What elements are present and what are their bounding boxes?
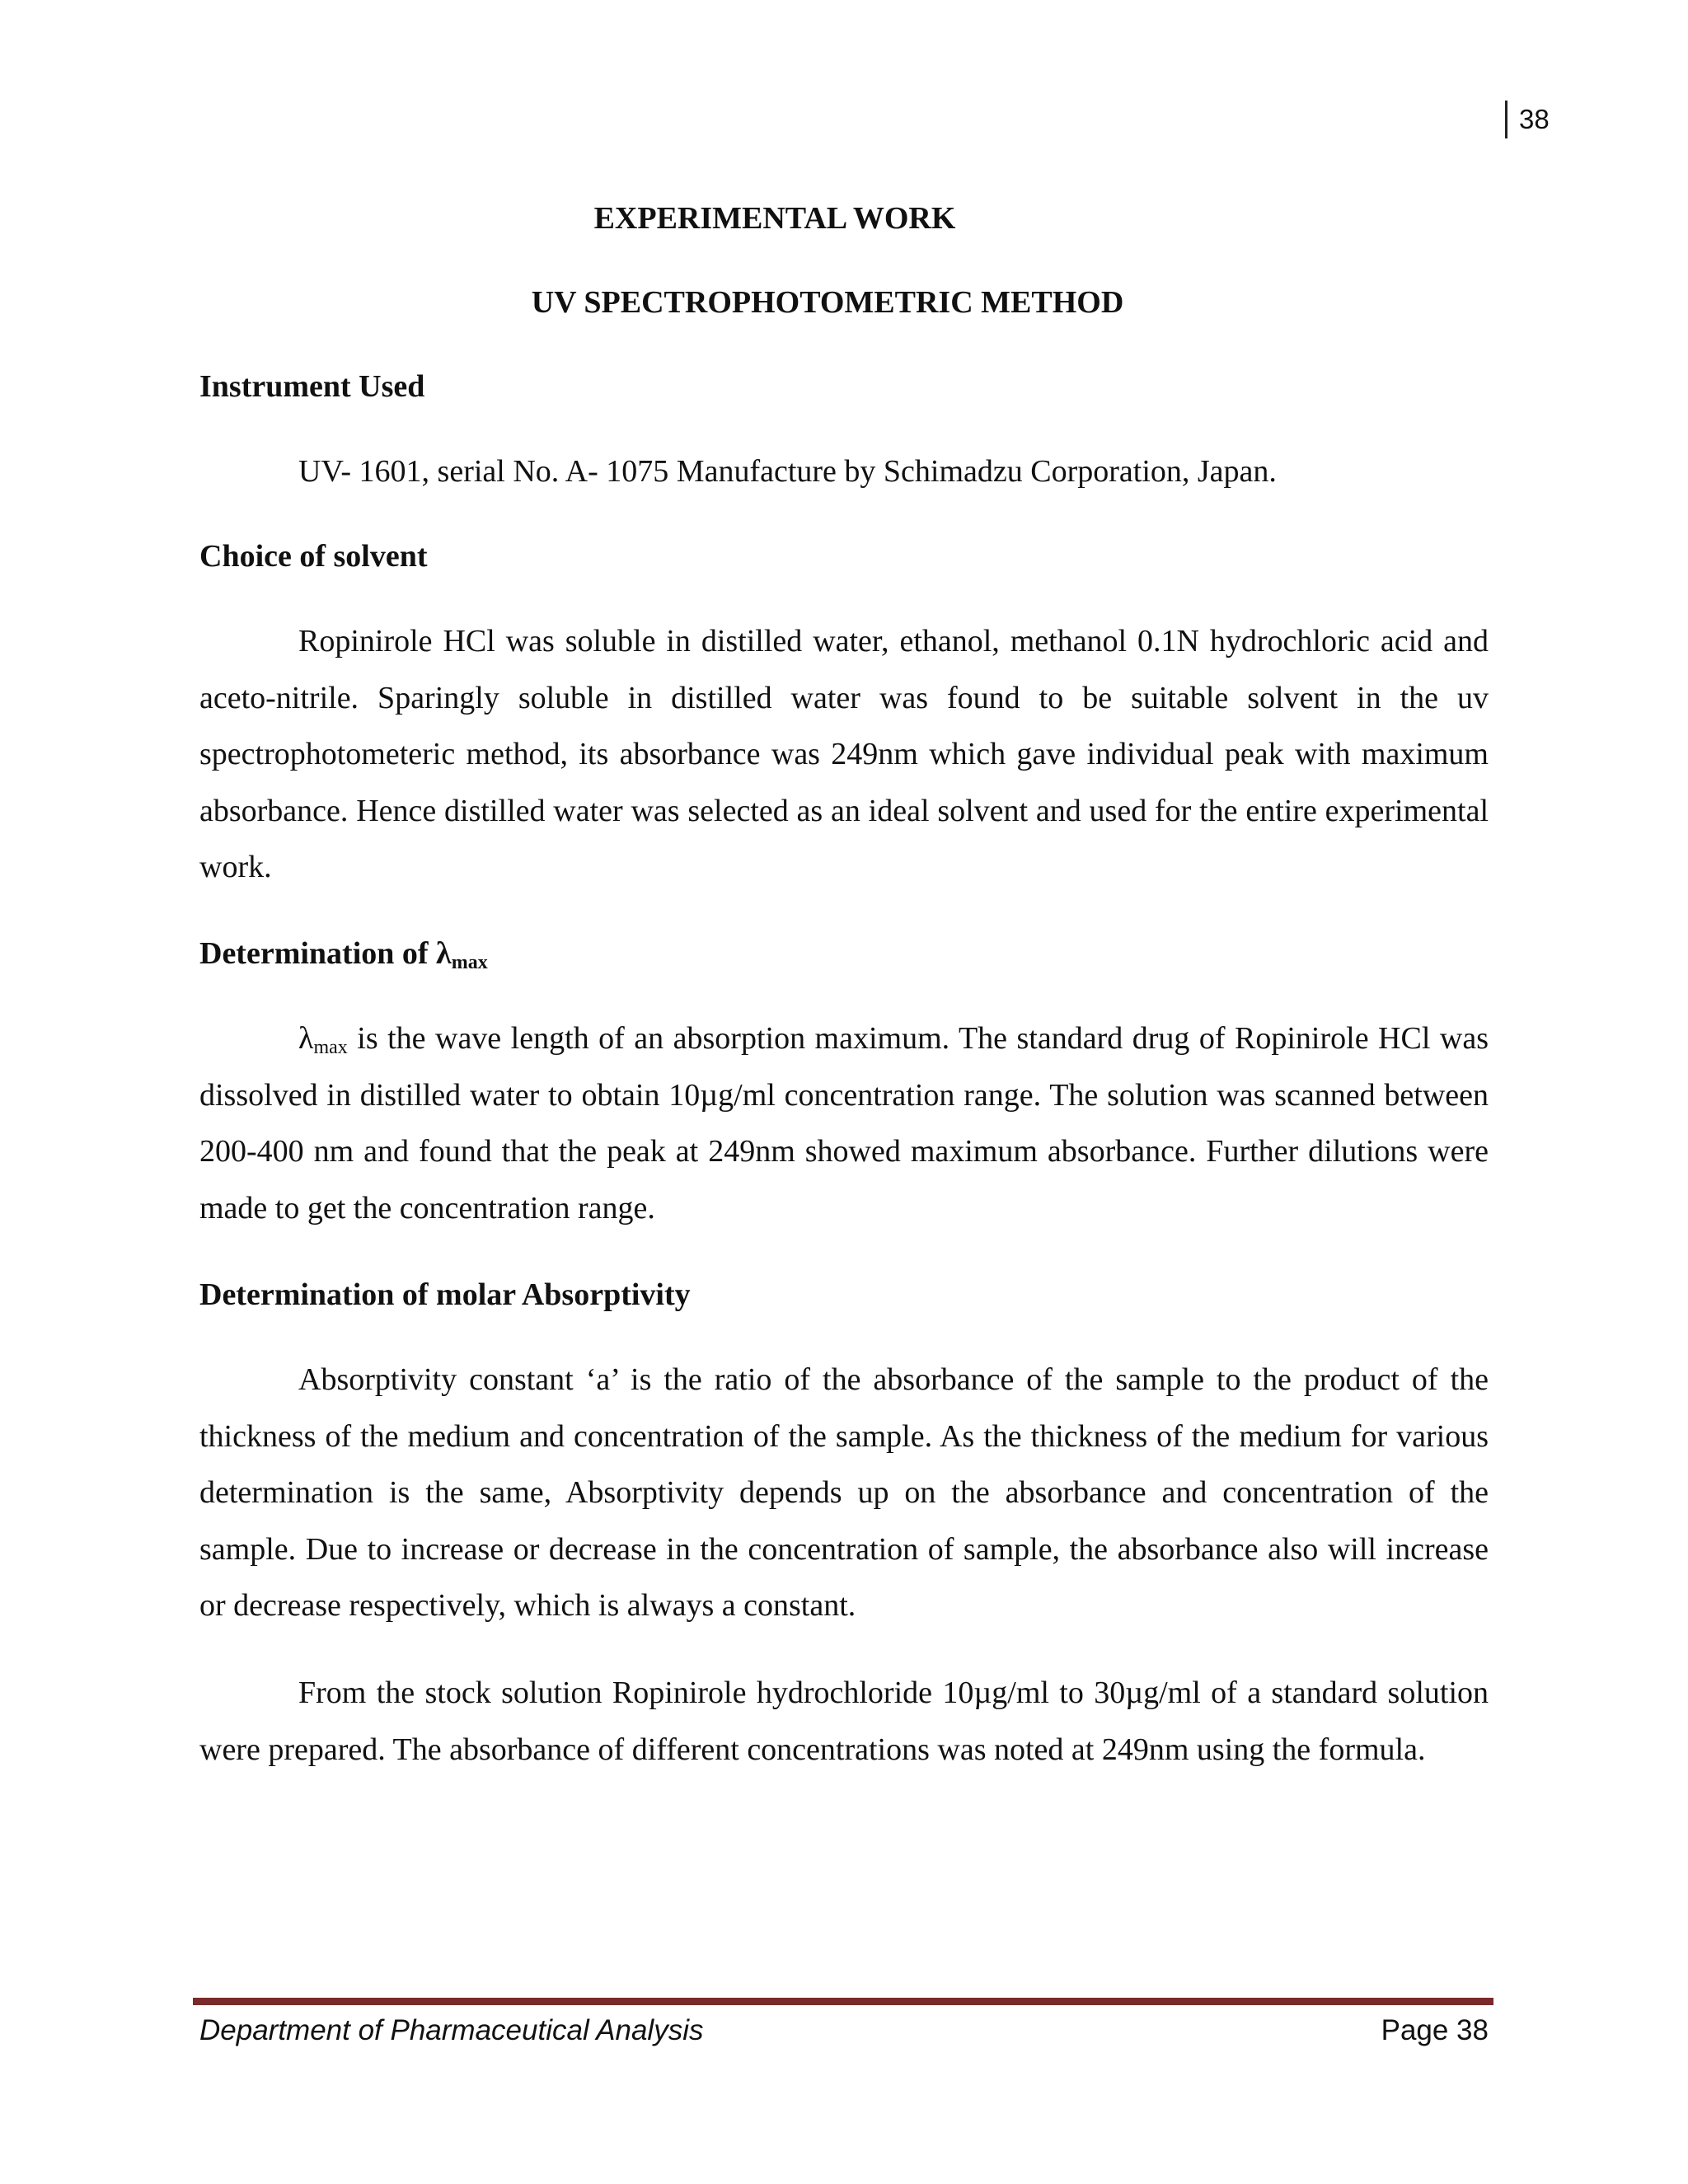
page-number-header: 38: [1505, 101, 1550, 138]
lambda-symbol-inline: λ: [298, 1021, 314, 1056]
heading-molar-absorptivity: Determination of molar Absorptivity: [199, 1277, 691, 1312]
heading-determination-lambda-max: [199, 933, 488, 974]
paragraph-instrument: UV- 1601, serial No. A- 1075 Manufacture by Schimadzu Corporation, Japan.: [298, 454, 1277, 489]
page-subtitle: UV SPECTROPHOTOMETRIC METHOD: [531, 285, 1124, 320]
heading-instrument-used: Instrument Used: [199, 369, 425, 404]
paragraph-lambda-max: [199, 1010, 1489, 1236]
paragraph-stock-solution: From the stock solution Ropinirole hydrochloride 10µg/ml to 30µg/ml of a standard solution were prepared. The absorbance of different concentrations was noted at 249nm using the formula.: [199, 1675, 1489, 1767]
page-title: EXPERIMENTAL WORK: [593, 201, 956, 236]
paragraph-solvent: Ropinirole HCl was soluble in distilled water, ethanol, methanol 0.1N hydrochloric acid and aceto-nitrile. Sparingly soluble in distilled water was found to be suitable solvent in the uv spectrophotometeric method, its absorbance was 249nm which gave individual peak with maximum absorbance. Hence distilled water was selected as an ideal solvent and used for the entire experimental work.: [199, 624, 1489, 885]
lambda-subscript: max: [451, 952, 488, 973]
footer-divider: [193, 1998, 1493, 2005]
lambda-symbol: λ: [436, 936, 452, 971]
paragraph-molar-absorptivity: Absorptivity constant ‘a’ is the ratio of the absorbance of the sample to the product of the thickness of the medium and concentration of the sample. As the thickness of the medium for various determination is the same, Absorptivity depends up on the absorbance and concentration of the sample. Due to increase or decrease in the concentration of sample, the absorbance also will increase or decrease respectively, which is always a constant.: [199, 1362, 1489, 1624]
lambda-text: is the wave length of an absorption maximum. The standard drug of Ropinirole HCl was dissolved in distilled water to obtain 10µg/ml concentration range. The solution was scanned between 200-400 nm and found that the peak at 249nm showed maximum absorbance. Further dilutions were made to get the concentration range.: [199, 1021, 1489, 1226]
heading-lambda-prefix: Determination of: [199, 936, 437, 971]
footer-department: Department of Pharmaceutical Analysis: [199, 2014, 704, 2046]
footer-page-number: Page 38: [1381, 2014, 1489, 2046]
heading-choice-of-solvent: Choice of solvent: [199, 539, 428, 574]
lambda-subscript-inline: max: [313, 1037, 348, 1058]
